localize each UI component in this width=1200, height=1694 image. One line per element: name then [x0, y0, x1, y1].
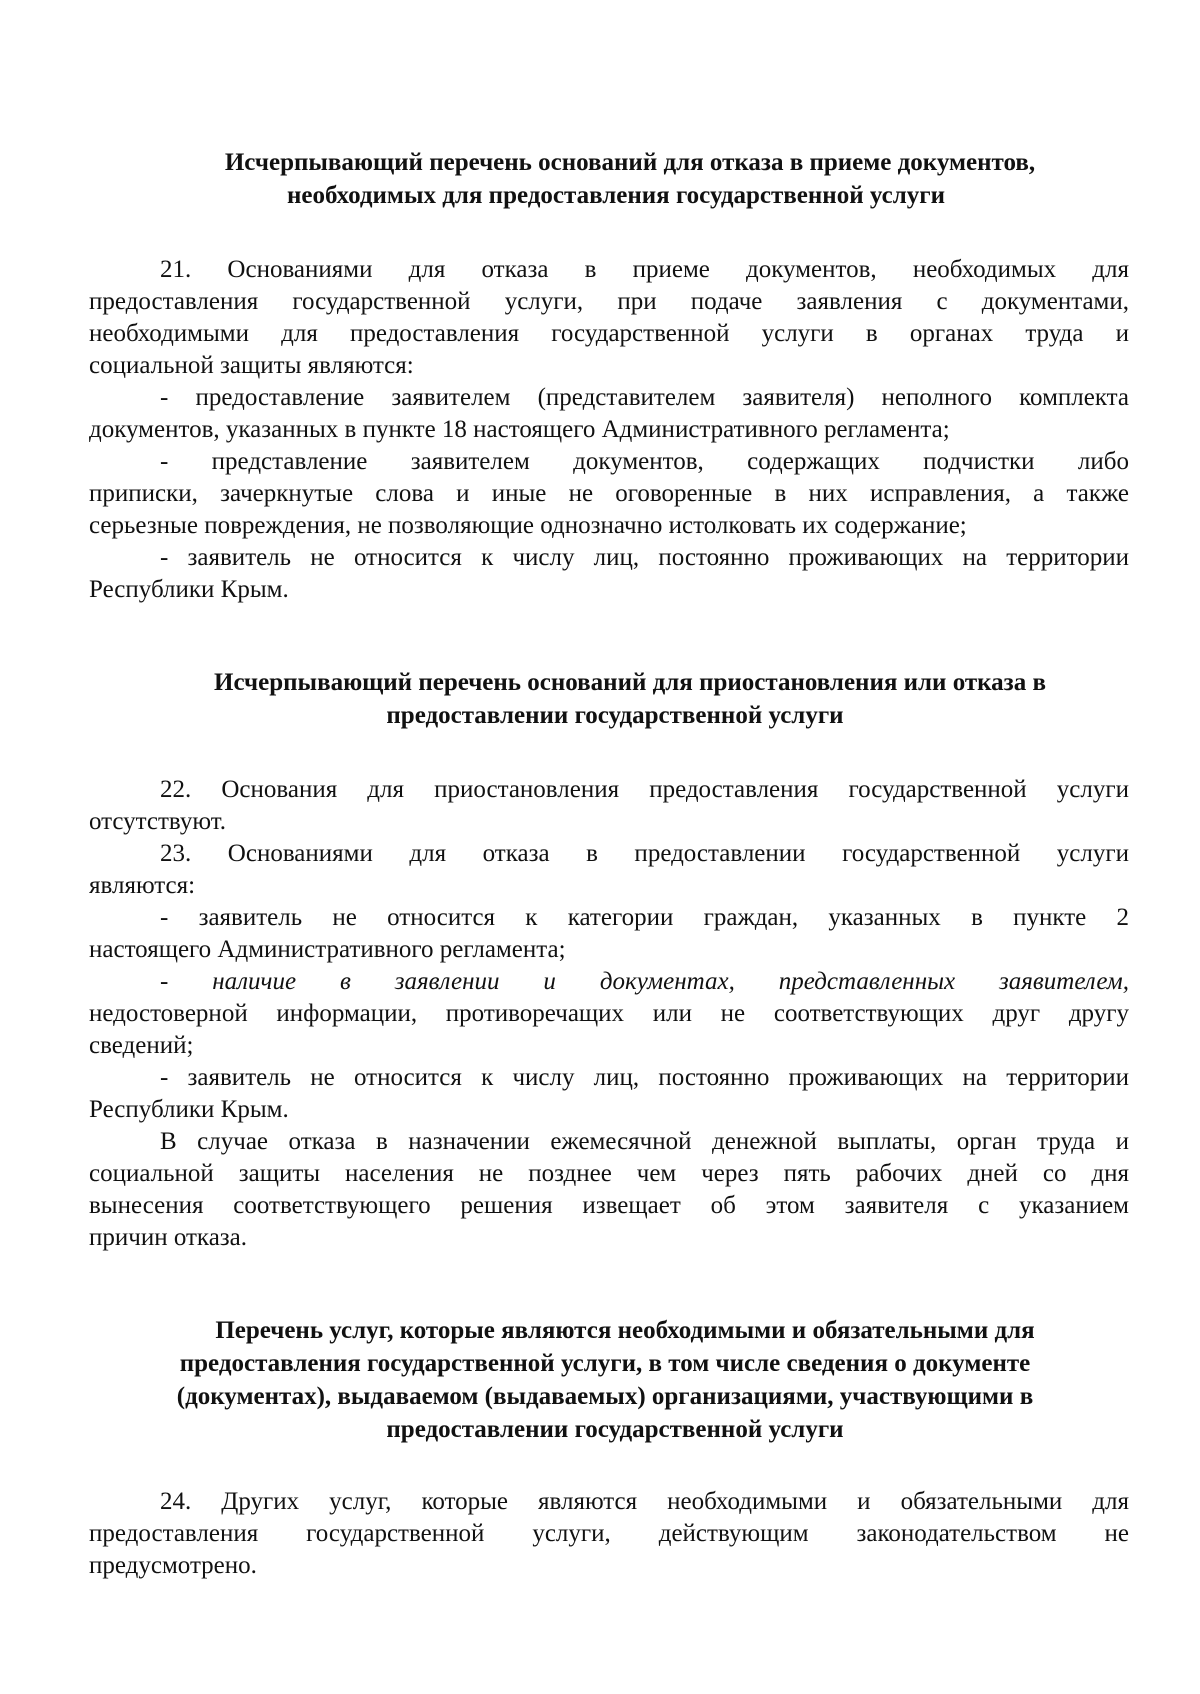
list-item-line: - заявитель не относится к категории граждан, указанных в пункте 2 — [160, 904, 1129, 931]
list-item-line: - заявитель не относится к числу лиц, постоянно проживающих на территории — [160, 1064, 1129, 1091]
section-heading-refusal-acceptance — [0, 146, 1200, 212]
list-item-line: Республики Крым. — [89, 576, 289, 603]
paragraph-21-line: предоставления государственной услуги, при подаче заявления с документами, — [89, 288, 1129, 315]
paragraph-23-note-line: В случае отказа в назначении ежемесячной денежной выплаты, орган труда и — [160, 1128, 1129, 1155]
heading-line: предоставлении государственной услуги — [386, 1416, 844, 1443]
list-item-line: настоящего Административного регламента; — [89, 936, 566, 963]
paragraph-21-line: необходимыми для предоставления государственной услуги в органах труда и — [89, 320, 1129, 347]
list-item-line: - предоставление заявителем (представителем заявителя) неполного комплекта — [160, 384, 1129, 411]
list-item-line: недостоверной информации, противоречащих или не соответствующих друг другу — [89, 1000, 1129, 1027]
list-item-line: - заявитель не относится к числу лиц, постоянно проживающих на территории — [160, 544, 1129, 571]
paragraph-23-note-line: социальной защиты населения не позднее чем через пять рабочих дней со дня — [89, 1160, 1129, 1187]
list-item-line: приписки, зачеркнутые слова и иные не оговоренные в них исправления, а также — [89, 480, 1129, 507]
paragraph-23-note-line: вынесения соответствующего решения извещает об этом заявителя с указанием — [89, 1192, 1129, 1219]
paragraph-22-line: отсутствуют. — [89, 808, 227, 835]
list-item-line: серьезные повреждения, не позволяющие однозначно истолковать их содержание; — [89, 512, 967, 539]
list-item-line: - представление заявителем документов, содержащих подчистки либо — [160, 448, 1129, 475]
heading-line: предоставлении государственной услуги — [386, 702, 844, 729]
heading-line: Исчерпывающий перечень оснований для приостановления или отказа в — [214, 669, 1046, 696]
paragraph-24-line: предоставления государственной услуги, действующим законодательством не — [89, 1520, 1129, 1547]
list-item-line: сведений; — [89, 1032, 194, 1059]
paragraph-23-note-line: причин отказа. — [89, 1224, 248, 1251]
heading-line: Перечень услуг, которые являются необходимыми и обязательными для — [215, 1317, 1035, 1344]
heading-line: Исчерпывающий перечень оснований для отказа в приеме документов, — [224, 149, 1036, 176]
paragraph-23-line: 23. Основаниями для отказа в предоставлении государственной услуги — [160, 840, 1129, 867]
list-item-line: Республики Крым. — [89, 1096, 289, 1123]
section-heading-suspension-refusal — [0, 666, 1200, 732]
paragraph-21-line: социальной защиты являются: — [89, 352, 414, 379]
paragraph-22-line: 22. Основания для приостановления предоставления государственной услуги — [160, 776, 1129, 803]
paragraph-21-line: 21. Основаниями для отказа в приеме документов, необходимых для — [160, 256, 1129, 283]
heading-line: (документах), выдаваемом (выдаваемых) организациями, участвующими в — [176, 1383, 1034, 1410]
section-heading-required-services — [0, 1314, 1200, 1446]
paragraph-23-line: являются: — [89, 872, 196, 899]
list-item-line: документов, указанных в пункте 18 настоящего Административного регламента; — [89, 416, 950, 443]
list-item-line: - наличие в заявлении и документах, представленных заявителем, — [160, 968, 1129, 995]
heading-line: предоставления государственной услуги, в том числе сведения о документе — [179, 1350, 1031, 1377]
paragraph-24-line: 24. Других услуг, которые являются необходимыми и обязательными для — [160, 1488, 1129, 1515]
heading-line: необходимых для предоставления государственной услуги — [287, 182, 945, 209]
paragraph-24-line: предусмотрено. — [89, 1552, 257, 1579]
